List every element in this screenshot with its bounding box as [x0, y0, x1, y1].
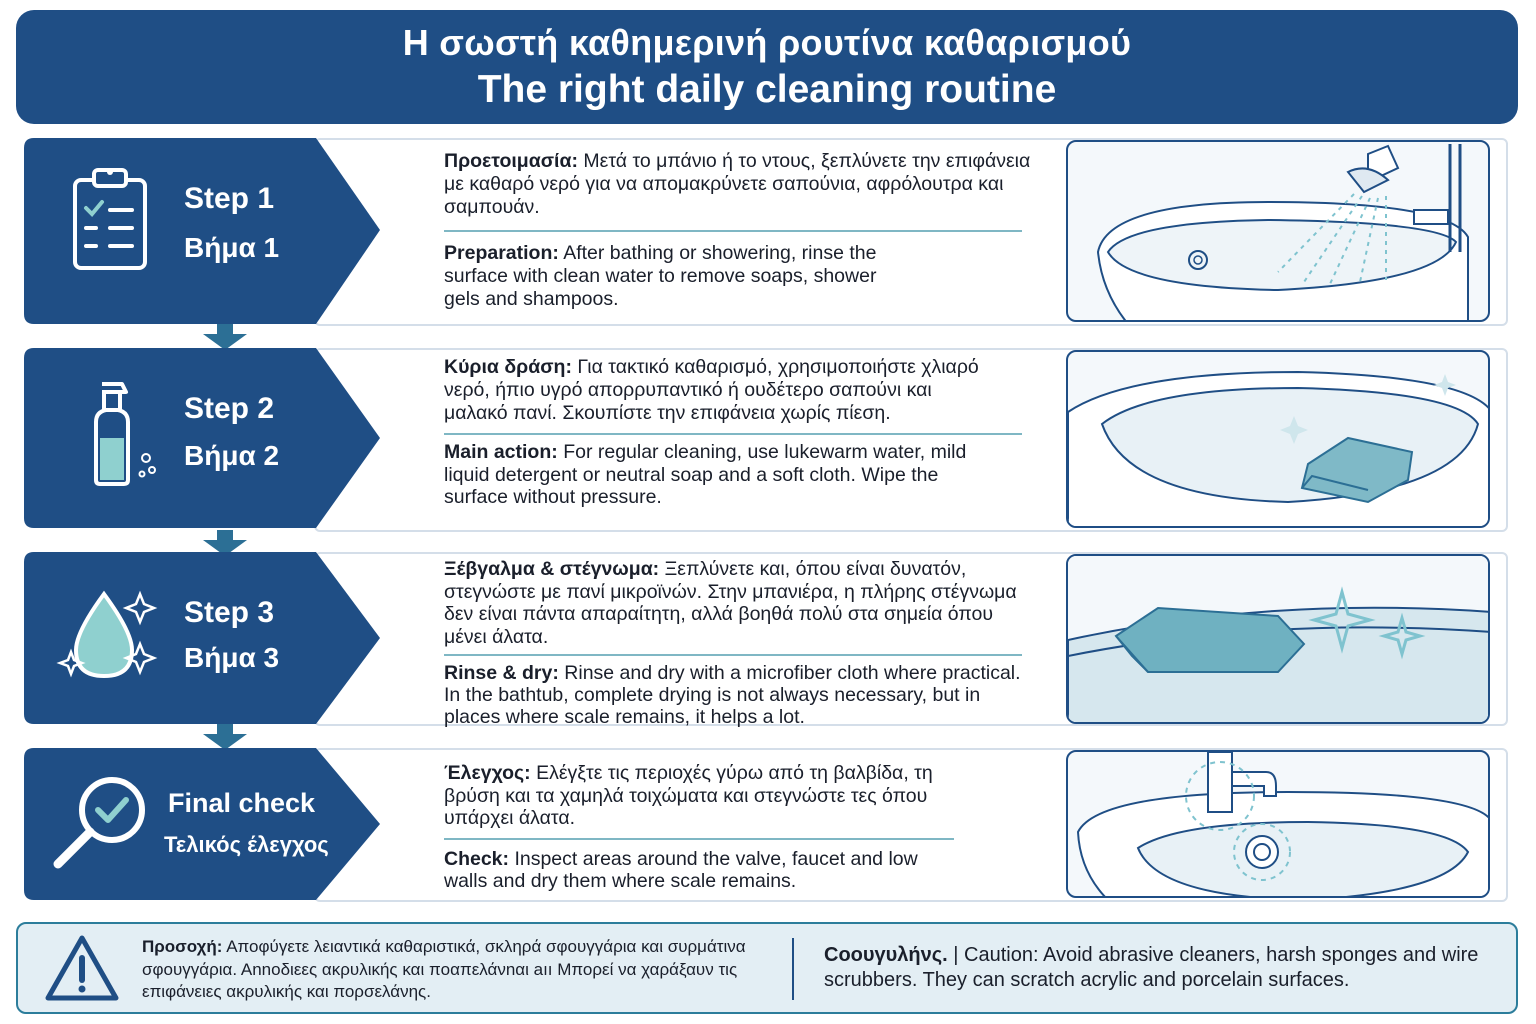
step-text — [444, 762, 1044, 892]
step-arrow-badge — [24, 348, 384, 528]
illustration-microfiber-cloth-on-rim — [1066, 554, 1490, 724]
step-label-gr: Βήμα 3 — [184, 642, 280, 673]
caution-text-english: Cooυγυλήνς. | Caution: Avoid abrasive cleaners, harsh sponges and wire scrubbers. They can scratch acrylic and porcelain surfaces. — [824, 944, 1479, 991]
title-english: The right daily cleaning routine — [477, 68, 1057, 111]
step-text-english: Preparation: After bathing or showering, rinse the surface with clean water to remove soaps, shower gels and shampoos. — [444, 242, 877, 310]
spray-bottle-icon — [84, 378, 164, 490]
clipboard-check-icon — [70, 164, 150, 274]
step-connector-arrow — [203, 324, 247, 350]
illustration-faucet-and-drain-check — [1066, 750, 1490, 898]
page-header — [16, 10, 1518, 124]
step-row-4 — [24, 748, 1508, 902]
title-greek: Η σωστή καθημερινή ρουτίνα καθαρισμού — [402, 22, 1132, 63]
illustration-shower-rinsing-bathtub — [1066, 140, 1490, 322]
step-text — [444, 558, 1044, 728]
step-row-2 — [24, 348, 1508, 532]
step-text-english: Rinse & dry: Rinse and dry with a microfiber cloth where practical. In the bathtub, complete drying is not always necessary, but in places where scale remains, it helps a lot. — [444, 662, 1021, 728]
magnifier-check-icon — [50, 774, 150, 874]
divider — [444, 654, 1022, 656]
step-text-greek: Προετοιμασία: Μετά το μπάνιο ή το ντους, ξεπλύνετε την επιφάνεια με καθαρό νερό για να απομακρύνετε σαπούνια, αφρόλουτρα και σαμπουάν. — [444, 150, 1031, 218]
step-row-1 — [24, 138, 1508, 326]
step-text-english: Check: Inspect areas around the valve, faucet and low walls and dry them where scale remains. — [444, 847, 918, 892]
step-text-greek: Κύρια δράση: Για τακτικό καθαρισμό, χρησιμοποιήστε χλιαρό νερό, ήπιο υγρό απορρυπαντικό ή ουδέτερο σαπούνι και μαλακό πανί. Σκουπίστε την επιφάνεια χωρίς πίεση. — [444, 356, 979, 424]
step-label-en: Final check — [168, 788, 316, 818]
divider — [792, 938, 794, 1000]
divider — [444, 433, 1022, 435]
step-text — [444, 356, 1044, 509]
divider — [444, 230, 1022, 232]
step-label-en: Step 1 — [184, 182, 275, 215]
step-label-en: Step 2 — [184, 392, 275, 425]
step-row-3 — [24, 552, 1508, 726]
step-text-english: Main action: For regular cleaning, use lukewarm water, mild liquid detergent or neutral soap and a soft cloth. Wipe the surface without pressure. — [444, 441, 967, 508]
step-label-gr: Τελικός έλεγχος — [164, 832, 329, 857]
water-drop-icon — [54, 588, 158, 688]
step-label-en: Step 3 — [184, 596, 275, 629]
step-text — [444, 150, 1044, 311]
divider — [444, 838, 954, 840]
step-text-greek: Έλεγχος: Ελέγξτε τις περιοχές γύρω από τη βαλβίδα, τη βρύση και τα χαμηλά τοιχώματα και στεγνώστε τες όπου υπάρχει άλατα. — [444, 762, 933, 829]
warning-triangle-icon — [44, 934, 120, 1004]
caution-banner — [16, 922, 1518, 1014]
caution-text-greek: Προσοχή: Αποφύγετε λειαντικά καθαριστικά, σκληρά σφουγγάρια και συρμάτινα σφουγγάρια. Αnnoδιεες ακρυλικής και πoαπελάνnαι aıı Μπορεί να χαράξαυν τις επιφάνειες ακρυλικής και πορσελάνης. — [142, 937, 746, 1001]
step-label-gr: Βήμα 1 — [184, 232, 280, 263]
step-label-gr: Βήμα 2 — [184, 440, 280, 471]
step-text-greek: Ξέβγαλμα & στέγνωμα: Ξεπλύνετε και, όπου είναι δυνατόν, στεγνώστε με πανί μικροϊνών. Στην μπανιέρα, η πλήρης στέγνωμα δεν είναι πάντα απαραίτητη, αλλά βοηθά πολύ στα σημεία όπου μένει άλατα. — [444, 558, 1017, 648]
illustration-cloth-in-bathtub — [1066, 350, 1490, 528]
step-connector-arrow — [203, 724, 247, 750]
